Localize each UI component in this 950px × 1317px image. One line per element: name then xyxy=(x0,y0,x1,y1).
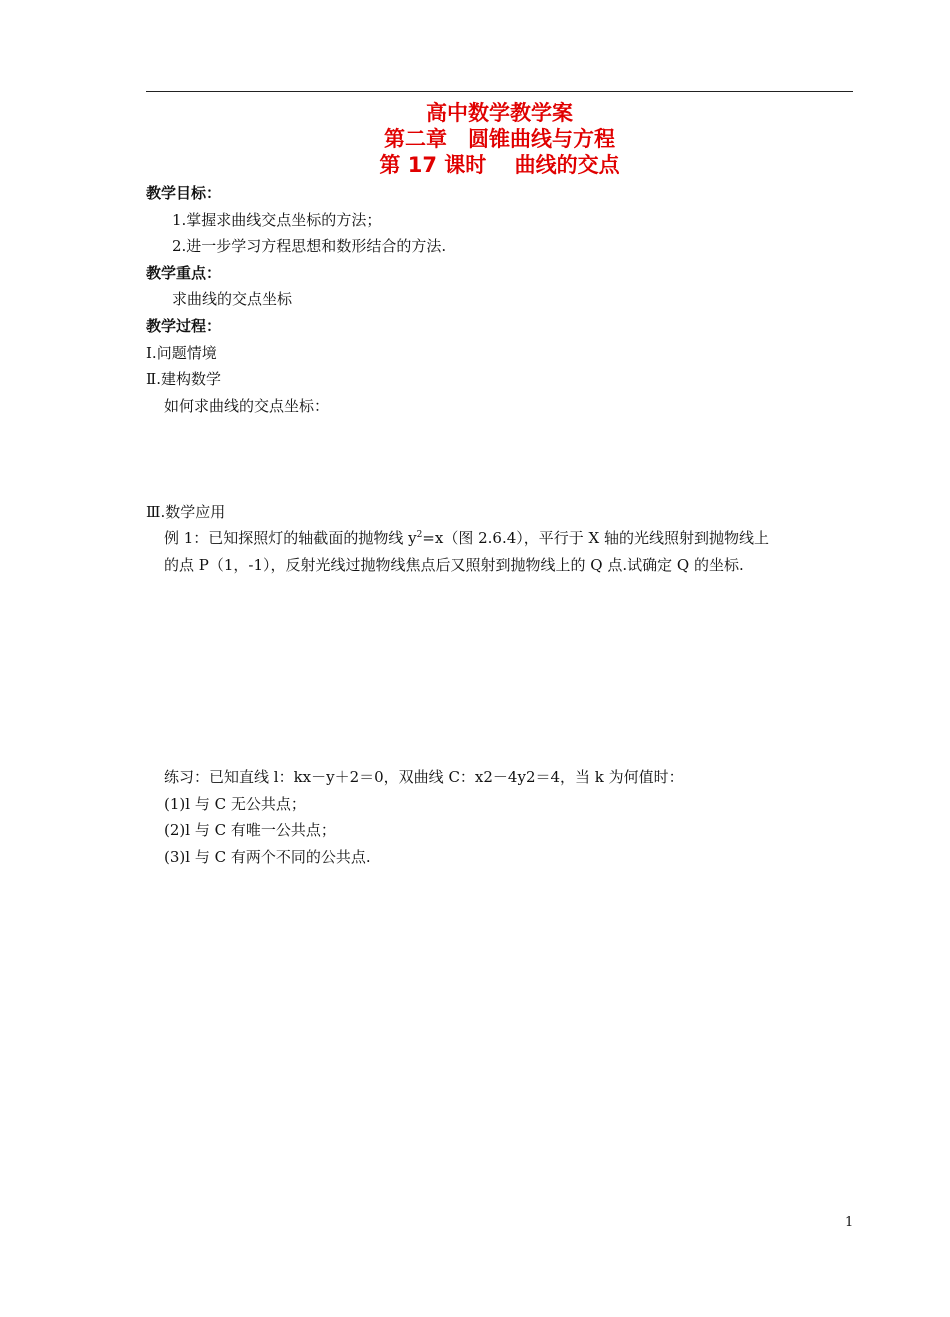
lesson-title: 第 17 课时 曲线的交点 xyxy=(379,153,620,177)
process-heading: 教学过程： xyxy=(146,317,222,335)
section-construct-math: Ⅱ.建构数学 xyxy=(146,370,221,388)
section-math-application: Ⅲ.数学应用 xyxy=(146,503,226,521)
exercise-item: (1)l 与 C 无公共点； xyxy=(164,795,306,813)
example-text: =x（图 2.6.4），平行于 X 轴的光线照射到抛物线上 xyxy=(422,529,769,547)
exercise-intro: 练习：已知直线 l：kx－y＋2＝0，双曲线 C：x2－4y2＝4，当 k 为何值时： xyxy=(164,768,684,786)
example-line-2: 的点 P（1，-1），反射光线过抛物线焦点后又照射到抛物线上的 Q 点.试确定 Q 的坐标. xyxy=(164,556,744,574)
objective-item: 1.掌握求曲线交点坐标的方法； xyxy=(172,211,382,229)
construct-math-text: 如何求曲线的交点坐标： xyxy=(164,397,330,415)
doc-title: 高中数学教学案 xyxy=(426,101,573,125)
objectives-heading: 教学目标： xyxy=(146,184,222,202)
header-rule xyxy=(146,91,853,92)
keypoint-text: 求曲线的交点坐标 xyxy=(172,290,293,308)
keypoint-heading: 教学重点： xyxy=(146,264,222,282)
section-problem-situation: Ⅰ.问题情境 xyxy=(146,344,217,362)
exponent: 2 xyxy=(416,530,423,540)
objective-item: 2.进一步学习方程思想和数形结合的方法. xyxy=(172,237,447,255)
exercise-item: (3)l 与 C 有两个不同的公共点. xyxy=(164,848,371,866)
page-number: 1 xyxy=(845,1215,854,1230)
exercise-item: (2)l 与 C 有唯一公共点； xyxy=(164,821,336,839)
chapter-title: 第二章 圆锥曲线与方程 xyxy=(384,127,615,151)
example-line-1 xyxy=(164,527,769,548)
example-text: 例 1：已知探照灯的轴截面的抛物线 y xyxy=(164,529,417,547)
